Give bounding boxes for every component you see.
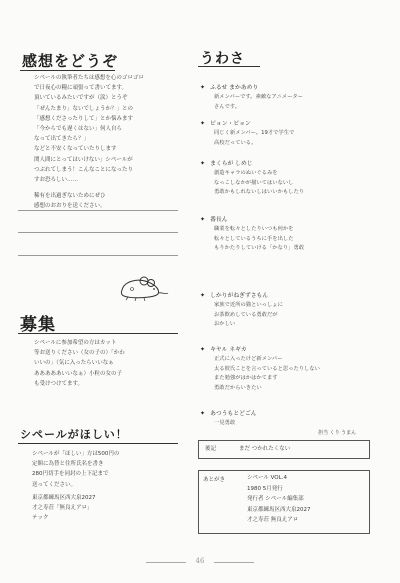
recruit-heading-underline	[18, 333, 178, 334]
rumor-line: 一見勇敢	[214, 420, 236, 426]
ruled-line	[18, 255, 178, 256]
rumor-line: 勇敢かもしれないしはいいかもしたり	[214, 189, 305, 196]
rumor-line: 転々としているうちに手を出した	[214, 235, 294, 242]
wanted-line: シペールが「ほしい」方は500円の	[32, 451, 120, 457]
message-label: 後記	[205, 446, 217, 452]
rumor-name: キヤル ネギカ	[210, 347, 247, 353]
wanted-line: 280円切手を同封の上下記まで	[32, 471, 109, 478]
wanted-line: テック	[32, 515, 49, 522]
recruit-line: 等お送りください（女の子の）「かわ	[34, 350, 125, 357]
opinion-line: 関人間にとってはいけない」シペールが	[34, 156, 133, 163]
wanted-line: 東京都練馬区西大泉2027	[32, 494, 96, 501]
bullet-icon: ✦	[200, 216, 206, 223]
colophon-line: シペール VOL.4	[247, 475, 287, 481]
bullet-icon: ✦	[200, 346, 206, 353]
rumor-name: しかりがねぎずさもん	[210, 293, 269, 299]
rumor-line: 家族で近所の猫といっしょに	[214, 302, 283, 308]
wanted-body	[32, 449, 119, 523]
rumor-line: 高校だっている。	[214, 139, 257, 146]
colophon-label: あとがき	[203, 477, 226, 483]
rumor-line: さんです。	[214, 103, 241, 110]
recruit-body	[34, 338, 125, 389]
wanted-heading: シペールがほしい！	[20, 428, 128, 441]
rumor-line: なっこしなかが描いてはいないし	[214, 179, 294, 186]
rumor-line: もりかたりしていける「かなり」勇敢	[214, 245, 305, 252]
rumor-line: 新メンバーです。素敵なアニメーター	[214, 94, 303, 100]
rumor-item-5	[200, 282, 283, 330]
bullet-icon: ✦	[200, 410, 206, 417]
rumor-line: 正式に入ったけど新メンバー	[214, 356, 283, 362]
rumor-item-2	[200, 110, 294, 148]
ruled-line	[18, 210, 178, 211]
rumor-signature: 担当 くり うまん	[318, 430, 357, 436]
recruit-line: あああああいいなぁ）小粒の女の子	[34, 370, 123, 377]
rumor-item-6	[200, 336, 320, 393]
rumor-line: お茶飲めしている勇敢だが	[214, 311, 278, 318]
opinion-line: 「ぜんたまり」ないでしょうか？」との	[34, 105, 134, 112]
colophon-line: 1980 5月発行	[247, 485, 283, 492]
opinion-line: 「感想くださったりして」とか悩みます	[34, 115, 134, 122]
bullet-icon: ✦	[200, 292, 206, 299]
wanted-line: 定額に為替と住所氏名を書き	[32, 461, 104, 468]
rumor-name: まくらが しめじ	[210, 161, 253, 167]
opinion-line: 頂いているみたいですが（涙）とうぞ	[34, 95, 128, 102]
opinion-line: シペールの執筆者たちは感想を心のゴロゴロ	[34, 75, 144, 81]
rumor-line: おかしい	[214, 321, 236, 328]
recruit-line: も受けつけてます。	[34, 380, 84, 387]
wanted-heading-underline	[18, 443, 178, 444]
rumor-name: ピョン・ピョン	[210, 121, 251, 127]
rumor-item-1	[200, 74, 303, 112]
opinion-line: 稀有を出過ぎないためにぜひ	[34, 193, 106, 200]
colophon-line: 東京都練馬区西大泉2027	[247, 506, 311, 513]
bullet-icon: ✦	[200, 84, 206, 91]
opinion-line: などと不安くなっていたりします	[34, 146, 117, 153]
rumor-item-3	[200, 150, 304, 198]
opinion-heading-underline	[20, 70, 115, 71]
wanted-line: 才之寿荘「無良えアロ」	[32, 505, 93, 512]
message-box	[198, 440, 370, 459]
rumor-line: 太る彼氏ことを言っていると思ったりしない	[214, 365, 320, 372]
colophon-box	[198, 470, 370, 534]
rumor-line: 勇敢だからいきたい	[214, 384, 262, 391]
message-text: まだ つかれたくない	[239, 446, 291, 452]
wanted-line: 送ってください。	[32, 481, 77, 488]
opinion-line: すお恐ろしい……	[34, 177, 79, 184]
rumor-name: 番長ん	[210, 217, 228, 223]
opinion-line: で日夜心の糧に頑張って書いてます。	[34, 85, 128, 92]
opinion-line: なって出てきたら？」	[34, 136, 90, 143]
rumor-item-4	[200, 206, 304, 254]
rumor-line: また勉強がはかはかてます	[214, 375, 278, 382]
page-number-rule-right	[214, 562, 254, 563]
bullet-icon: ✦	[200, 160, 206, 167]
mouse-doodle-icon	[118, 272, 170, 302]
rumor-heading: うわさ	[200, 51, 245, 67]
rumor-heading-underline	[198, 66, 260, 67]
ruled-line	[18, 232, 178, 233]
bullet-icon: ✦	[200, 120, 206, 127]
recruit-line: いいの」（気に入ったらいいなぁ	[34, 360, 114, 367]
rumor-line: 同じく新メンバー。19才で学生で	[214, 130, 295, 136]
recruit-line: シペールに参加希望の方はカット	[34, 340, 117, 346]
page-number: 46	[195, 557, 205, 565]
colophon-line: 発行者 シペール編集部	[247, 496, 304, 502]
recruit-heading: 募集	[20, 315, 56, 335]
opinion-line: 「今からでも遅くはない」何人自ら	[34, 126, 122, 133]
rumor-item-7	[200, 400, 257, 429]
opinion-line: つぶれてしまう！こんなことになったり	[34, 166, 134, 173]
colophon-line: 才之寿荘 無良えアロ	[247, 517, 299, 523]
opinion-heading: 感想をどうぞ	[22, 52, 119, 70]
opinion-body	[34, 73, 144, 212]
rumor-name: ふるせ まかあめり	[210, 85, 259, 91]
colophon-lines	[247, 473, 311, 526]
opinion-line: 感想のおおりを送ください。	[34, 203, 106, 210]
rumor-line: 創造キャラのぬいぐるみを	[214, 170, 278, 176]
rumor-line: 職業を転々としたりいつも何かを	[214, 226, 294, 232]
rumor-name: あつうもとどごん	[210, 411, 257, 417]
